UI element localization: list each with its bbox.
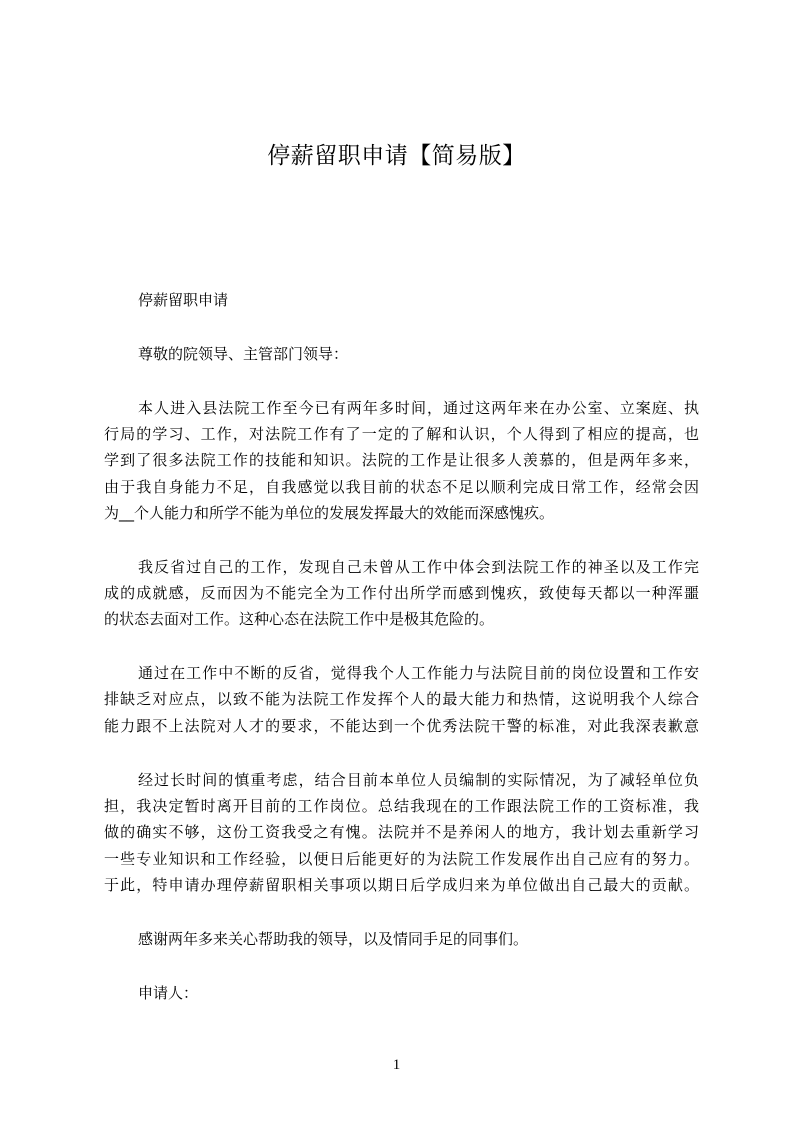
document-heading: 停薪留职申请 (138, 291, 229, 309)
paragraph-3-line-2: 排缺乏对应点，以致不能为法院工作发挥个人的最大能力和热情，这说明我个人综合 (104, 690, 699, 708)
paragraph-2-line-1: 我反省过自己的工作，发现自己未曾从工作中体会到法院工作的神圣以及工作完 (138, 558, 699, 576)
paragraph-2-line-2: 成的成就感，反而因为不能完全为工作付出所学而感到愧疚，致使每天都以一种浑噩 (104, 584, 699, 602)
salutation: 尊敬的院领导、主管部门领导： (138, 345, 349, 363)
paragraph-3-line-1: 通过在工作中不断的反省，觉得我个人工作能力与法院目前的岗位设置和工作安 (138, 664, 699, 682)
paragraph-2-line-3: 的状态去面对工作。这种心态在法院工作中是极其危险的。 (104, 610, 495, 628)
paragraph-4-line-1: 经过长时间的慎重考虑，结合目前本单位人员编制的实际情况，为了减轻单位负 (138, 771, 699, 789)
paragraph-4-line-5: 于此，特申请办理停薪留职相关事项以期日后学成归来为单位做出自己最大的贡献。 (104, 876, 699, 894)
thanks-line: 感谢两年多来关心帮助我的领导，以及情同手足的同事们。 (138, 930, 529, 948)
paragraph-1-line-2: 行局的学习、工作，对法院工作有了一定的了解和认识，个人得到了相应的提高，也 (104, 425, 699, 443)
paragraph-1-line-3: 学到了很多法院工作的技能和知识。法院的工作是让很多人羡慕的，但是两年多来， (104, 451, 699, 469)
paragraph-4-line-4: 一些专业知识和工作经验，以便日后能更好的为法院工作发展作出自己应有的努力。 (104, 850, 699, 868)
page-number: 1 (392, 1057, 401, 1073)
paragraph-4-line-3: 做的确实不够，这份工资我受之有愧。法院并不是养闲人的地方，我计划去重新学习 (104, 823, 699, 841)
paragraph-1-line-4: 由于我自身能力不足，自我感觉以我目前的状态不足以顺利完成日常工作，经常会因 (104, 478, 699, 496)
paragraph-1-line-5: 为__个人能力和所学不能为单位的发展发挥最大的效能而深感愧疚。 (104, 504, 555, 522)
paragraph-4-line-2: 担，我决定暂时离开目前的工作岗位。总结我现在的工作跟法院工作的工资标准，我 (104, 797, 699, 815)
document-title: 停薪留职申请【简易版】 (267, 143, 526, 169)
paragraph-1-line-1: 本人进入县法院工作至今已有两年多时间，通过这两年来在办公室、立案庭、执 (138, 399, 699, 417)
paragraph-3-line-3: 能力跟不上法院对人才的要求，不能达到一个优秀法院干警的标准，对此我深表歉意 (104, 717, 699, 735)
applicant-label: 申请人： (138, 984, 199, 1002)
